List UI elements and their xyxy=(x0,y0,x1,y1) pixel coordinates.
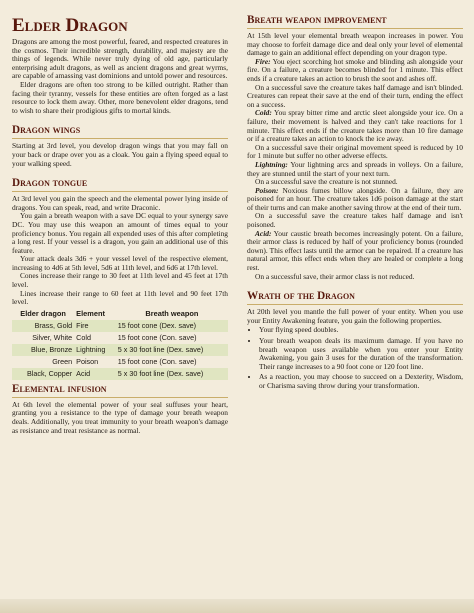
lightning-paragraph xyxy=(247,161,463,178)
tongue-paragraph-5: Lines increase their range to 60 feet at 11th level and 90 feet 17th level. xyxy=(12,288,228,307)
wings-heading: Dragon wings xyxy=(12,124,228,139)
wrath-heading: Wrath of the Dragon xyxy=(247,290,463,305)
wrath-intro: At 20th level you mantle the full power of your entity. When you use your Entity Awakening feature, you gain the following properties. xyxy=(247,307,463,325)
wrath-list xyxy=(247,326,463,390)
table-cell: Green xyxy=(52,357,73,367)
tongue-paragraph-4: Cones increase their range to 30 feet at 11th level and 45 feet at 17th level. xyxy=(12,271,228,290)
acid-label: Acid: xyxy=(255,228,272,238)
tongue-heading: Dragon tongue xyxy=(12,177,228,192)
table-header: Elder dragon xyxy=(20,309,66,319)
acid-text: Your caustic breath becomes increasingly potent. On a failure, their armor class is reduced by half of your proficiency bonus (rounded down). This effect lasts until the armor can be repaired. If a creature has natural armor, this effect ends when they are healed or complete a long rest. xyxy=(247,228,463,273)
lightning-text: Your lightning arcs and spreads in volleys. On a failure, they are stunned until the start of your next turn. xyxy=(247,159,463,178)
infusion-heading: Elemental infusion xyxy=(12,383,228,398)
page-title: Elder Dragon xyxy=(12,15,128,36)
list-item: • Your breath weapon deals its maximum damage. If you have no breath weapon uses available when you enter your Entity Awakening, you gain 3 uses for the duration of the transformation. Their range increases to a 90 foot cone or 120 foot line. xyxy=(259,337,463,371)
infusion-text: At 6th level the elemental power of your seal suffuses your heart, granting you a resistance to the type of damage your breath weapon deals. Additionally, you treat immunity to your breath weapon's damage as resistance and treat resistance as normal. xyxy=(12,399,228,435)
table-cell: 5 x 30 foot line (Dex. save) xyxy=(116,344,228,356)
list-item: • As a reaction, you may choose to succeed on a Dexterity, Wisdom, or Charisma saving throw during your transformation. xyxy=(259,373,463,390)
fire-text: You eject scorching hot smoke and blinding ash alongside your fire. On a failure, a creature becomes blinded for 1 minute. This effect ends if a creature takes an action to brush the soot and ashes off. xyxy=(247,56,463,83)
breath-weapon-table xyxy=(12,308,228,380)
cold-text: You spray bitter rime and arctic sleet alongside your ice. On a failure, their movement is halved and they can't take reactions for 1 minute. This effect ends if the creature takes more than 10 fire damage or if a creature takes an action to knock the ice away. xyxy=(247,108,464,144)
cold-paragraph xyxy=(247,109,463,143)
table-cell: Blue, Bronze xyxy=(12,344,74,356)
poison-paragraph xyxy=(247,187,463,213)
poison-save: On a successful save the creature takes half damage and isn't poisoned. xyxy=(247,211,463,230)
table-cell: Lightning xyxy=(74,344,116,356)
table-cell: Brass, Gold xyxy=(12,320,74,332)
table-cell: 5 x 30 foot line (Dex. save) xyxy=(116,368,228,380)
table-header-row xyxy=(12,308,228,320)
page-footer-strip xyxy=(0,599,474,613)
fire-paragraph xyxy=(247,58,463,84)
tongue-paragraph-3: Your attack deals 3d6 + your vessel level of the respective element, increasing to 4d6 at 5th level, 5d6 at 11th level, and 6d6 at 17th level. xyxy=(12,254,228,272)
table-cell: Acid xyxy=(74,368,116,380)
table-cell: Poison xyxy=(76,357,99,367)
table-row xyxy=(12,344,228,356)
table-cell: Cold xyxy=(76,333,91,343)
table-header: Element xyxy=(76,309,105,319)
table-cell: Black, Copper xyxy=(12,368,74,380)
acid-paragraph xyxy=(247,230,463,273)
table-cell: 15 foot cone (Con. save) xyxy=(117,357,197,367)
breath-intro: At 15th level your elemental breath weapon increases in power. You may choose to forfeit damage dice and deal only your level of elemental damage to gain an additional effect depending on your dragon type. xyxy=(247,31,463,58)
table-row xyxy=(12,320,228,332)
lightning-save: On a successful save the creature is not stunned. xyxy=(255,177,398,187)
table-row xyxy=(12,332,228,344)
lightning-label: Lightning: xyxy=(255,159,288,169)
fire-label: Fire: xyxy=(255,56,271,66)
breath-improvement-heading: Breath weapon improvement xyxy=(247,14,463,29)
table-cell: Silver, White xyxy=(32,333,73,343)
intro-paragraph-2: Elder dragons are often too strong to be killed outright. Rather than facing their tyranny, vessels for these entities are often forged as a last resource to lock them away. Other, more benevolent elder dragons, tend to wish to share their prodigious gifts to mortal kinds. xyxy=(12,79,228,115)
fire-save: On a successful save the creature takes half damage and isn't blinded. Creatures can repeat their save at the end of their turn, ending the effect on a success. xyxy=(247,82,463,109)
table-row xyxy=(12,356,228,368)
acid-save: On a successful save, their armor class is not reduced. xyxy=(255,271,415,281)
tongue-paragraph-2: You gain a breath weapon with a save DC equal to your synergy save DC. You may use this weapon an amount of times equal to your proficiency bonus. You regain all expended uses of this after completing a long rest. If your vessel is a dragon, you gain an additional use of this feature. xyxy=(12,211,228,255)
cold-label: Cold: xyxy=(255,108,272,118)
poison-text: Noxious fumes billow alongside. On a failure, they are poisoned for an hour. The creature takes 1d6 poison damage at the start of their turns and can make another saving throw at the end of their turn. xyxy=(247,185,463,212)
intro-paragraph-1: Dragons are among the most powerful, feared, and respected creatures in the cosmos. Their incredible strength, durability, and majesty are the things of legends. While never truly dying of old age, particularly enterprising adult dragons, as well as ancient dragons and great wyrms, are capable of amassing vast dominions and untold power and resources. xyxy=(12,37,228,81)
table-row xyxy=(12,368,228,380)
table-header: Breath weapon xyxy=(145,309,199,319)
wings-text: Starting at 3rd level, you develop dragon wings that you may fall on your back or drape over you as a cloak. You gain a flying speed equal to your walking speed. xyxy=(12,141,228,168)
table-cell: 15 foot cone (Con. save) xyxy=(117,333,197,343)
tongue-paragraph-1: At 3rd level you gain the speech and the elemental power lying inside of dragons. You can speak, read, and write Draconic. xyxy=(12,194,228,212)
poison-label: Poison: xyxy=(255,185,279,195)
right-column xyxy=(247,14,463,393)
cold-save: On a successful save their original movement speed is reduced by 10 for 1 minute but suffer no other adverse effects. xyxy=(247,142,463,161)
list-item: • Your flying speed doubles. xyxy=(259,326,463,335)
table-cell: 15 foot cone (Dex. save) xyxy=(116,320,228,332)
left-column xyxy=(12,14,228,435)
table-cell: Fire xyxy=(74,320,116,332)
